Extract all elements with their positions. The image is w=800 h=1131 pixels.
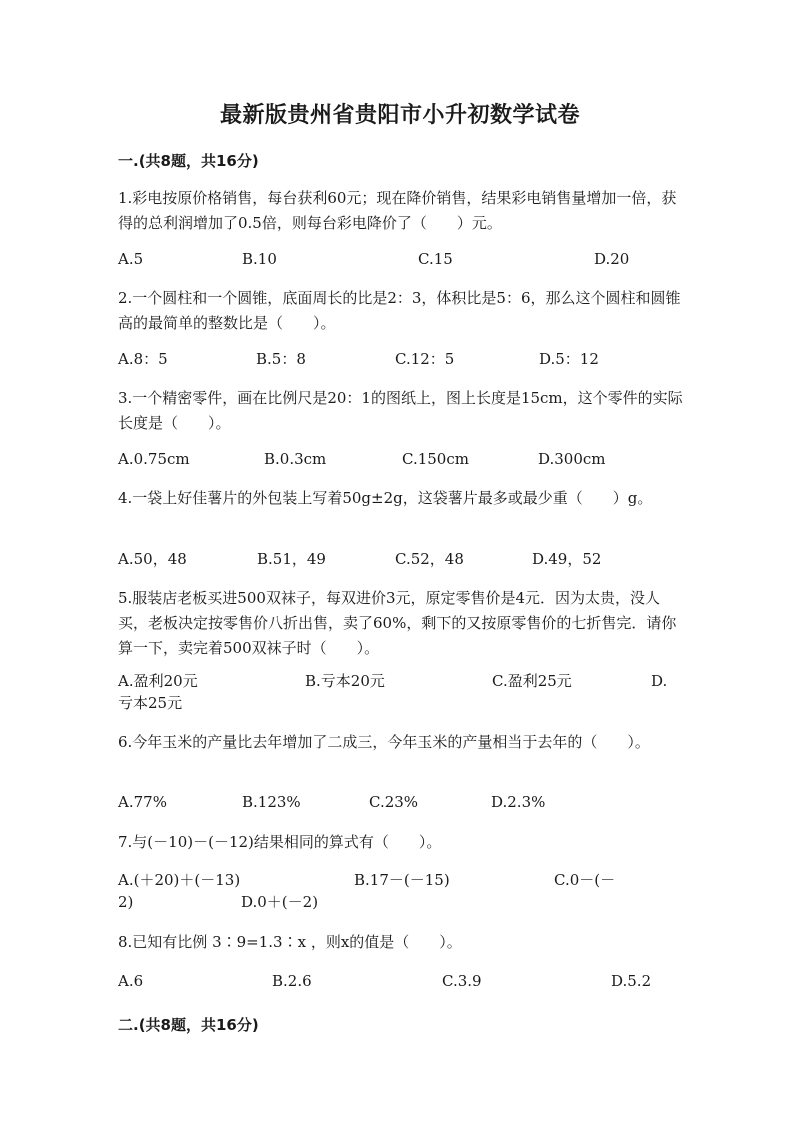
question-8-option-b[interactable]: B.2.6 bbox=[272, 972, 312, 990]
question-5-option-d-text[interactable]: 亏本25元 bbox=[118, 694, 183, 712]
question-6-option-a[interactable]: A.77% bbox=[118, 793, 167, 811]
question-5-option-a[interactable]: A.盈利20元 bbox=[118, 672, 198, 690]
question-5-option-d[interactable]: D. bbox=[651, 672, 668, 690]
question-8-stem: 8.已知有比例 3∶9=1.3∶x ，则x的值是（ ）。 bbox=[118, 933, 462, 951]
question-8-option-d[interactable]: D.5.2 bbox=[611, 972, 652, 990]
question-1-option-b[interactable]: B.10 bbox=[242, 250, 277, 268]
section-heading: 二.(共8题，共16分) bbox=[118, 1016, 259, 1034]
question-3-option-a[interactable]: A.0.75cm bbox=[118, 450, 190, 468]
section-heading: 一.(共8题，共16分) bbox=[118, 152, 259, 170]
question-7-option-c-cont[interactable]: 2) bbox=[118, 893, 134, 911]
question-5-option-b[interactable]: B.亏本20元 bbox=[305, 672, 385, 690]
question-7-option-a[interactable]: A.(＋20)＋(－13) bbox=[118, 871, 241, 889]
question-8-option-c[interactable]: C.3.9 bbox=[442, 972, 482, 990]
page-title: 最新版贵州省贵阳市小升初数学试卷 bbox=[219, 103, 580, 128]
question-3-option-d[interactable]: D.300cm bbox=[538, 450, 606, 468]
question-3-option-c[interactable]: C.150cm bbox=[402, 450, 469, 468]
question-8-option-a[interactable]: A.6 bbox=[118, 972, 144, 990]
question-3-option-b[interactable]: B.0.3cm bbox=[264, 450, 327, 468]
question-7-stem: 7.与(－10)－(－12)结果相同的算式有（ ）。 bbox=[118, 833, 442, 851]
question-7-option-c[interactable]: C.0－(－ bbox=[554, 871, 616, 889]
question-6-option-d[interactable]: D.2.3% bbox=[491, 793, 546, 811]
question-2-option-b[interactable]: B.5：8 bbox=[256, 350, 306, 368]
question-2-stem: 2.一个圆柱和一个圆锥，底面周长的比是2：3，体积比是5：6，那么这个圆柱和圆锥高的最简单的整数比是（ ）。 bbox=[118, 289, 681, 332]
question-2-option-a[interactable]: A.8：5 bbox=[118, 350, 168, 368]
question-7-option-d[interactable]: D.0＋(－2) bbox=[241, 893, 319, 911]
question-6-option-c[interactable]: C.23% bbox=[369, 793, 419, 811]
question-7-option-b[interactable]: B.17－(－15) bbox=[354, 871, 450, 889]
question-1-option-a[interactable]: A.5 bbox=[118, 250, 144, 268]
question-4-option-a[interactable]: A.50，48 bbox=[118, 550, 187, 568]
question-5-stem: 5.服装店老板买进500双袜子，每双进价3元，原定零售价是4元．因为太贵，没人买，老板决定按零售价八折出售，卖了60%，剩下的又按原零售价的七折售完．请你算一下，卖完着500双袜子时（ ）。 bbox=[118, 589, 677, 657]
question-4-option-c[interactable]: C.52，48 bbox=[395, 550, 464, 568]
question-6-option-b[interactable]: B.123% bbox=[242, 793, 301, 811]
question-1-option-c[interactable]: C.15 bbox=[418, 250, 453, 268]
question-1-stem: 1.彩电按原价格销售，每台获利60元；现在降价销售，结果彩电销售量增加一倍，获得的总利润增加了0.5倍，则每台彩电降价了（ ）元。 bbox=[118, 189, 677, 232]
question-4-stem: 4.一袋上好佳薯片的外包装上写着50g±2g，这袋薯片最多或最少重（ ）g。 bbox=[118, 489, 653, 507]
question-1-option-d[interactable]: D.20 bbox=[594, 250, 630, 268]
question-6-stem: 6.今年玉米的产量比去年增加了二成三，今年玉米的产量相当于去年的（ ）。 bbox=[118, 733, 650, 751]
question-2-option-d[interactable]: D.5：12 bbox=[539, 350, 599, 368]
question-4-option-d[interactable]: D.49，52 bbox=[532, 550, 602, 568]
question-3-stem: 3.一个精密零件，画在比例尺是20：1的图纸上，图上长度是15cm，这个零件的实际长度是（ ）。 bbox=[118, 389, 683, 432]
question-4-option-b[interactable]: B.51，49 bbox=[257, 550, 326, 568]
question-2-option-c[interactable]: C.12：5 bbox=[395, 350, 455, 368]
question-5-option-c[interactable]: C.盈利25元 bbox=[492, 672, 572, 690]
